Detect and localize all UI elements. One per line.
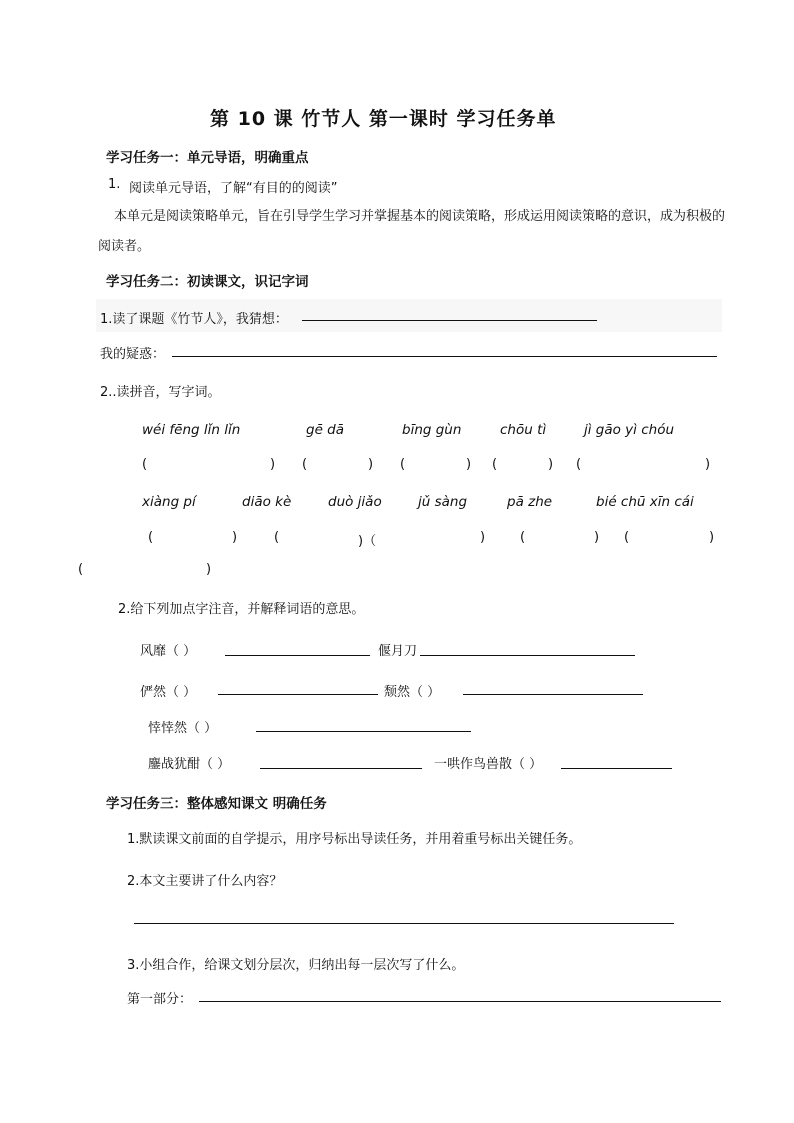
task3-q2: 2.本文主要讲了什么内容？ (127, 874, 283, 889)
answer-line[interactable] (463, 694, 643, 695)
answer-paren[interactable]: ( (148, 530, 154, 545)
answer-paren[interactable]: ( (520, 530, 526, 545)
task1-heading: 学习任务一：单元导语，明确重点 (106, 150, 309, 166)
doubt-answer-line[interactable] (172, 356, 717, 357)
answer-paren[interactable]: ) (232, 530, 238, 545)
pinyin-6: xiàng pí (142, 494, 196, 510)
answer-line[interactable] (561, 768, 672, 769)
doubt-label: 我的疑惑： (100, 347, 166, 362)
task1-paragraph: 本单元是阅读策略单元，旨在引导学生学习并掌握基本的阅读策略，形成运用阅读策略的意识，成为积极的阅读者。 (98, 209, 726, 254)
pinyin-5: jì gāo yì chóu (584, 422, 675, 438)
answer-line[interactable] (420, 655, 635, 656)
task1-item-text: 阅读单元导语，了解“有目的的阅读” (129, 181, 338, 196)
task2-q1-label: 1.读了课题《竹节人》，我猜想： (100, 312, 288, 327)
task3-q3: 3.小组合作，给课文划分层次，归纳出每一层次写了什么。 (127, 958, 465, 973)
answer-paren[interactable]: ( (400, 457, 406, 472)
answer-line[interactable] (256, 731, 471, 732)
pinyin-11: bié chū xīn cái (596, 494, 694, 510)
answer-paren[interactable]: ) (705, 457, 711, 472)
answer-paren[interactable]: ( (142, 457, 148, 472)
answer-paren[interactable]: ) (548, 457, 554, 472)
word-fengmi: 风靡（ ） (140, 644, 197, 659)
answer-paren[interactable]: )（ (358, 534, 377, 549)
pinyin-1: wéi fēng lǐn lǐn (142, 422, 241, 438)
task3-heading: 学习任务三：整体感知课文 明确任务 (106, 796, 327, 812)
pinyin-4: chōu tì (500, 422, 547, 438)
answer-line[interactable] (225, 655, 370, 656)
pinyin-2: gē dā (306, 422, 345, 438)
pinyin-7: diāo kè (242, 494, 292, 510)
pinyin-8: duò jiǎo (328, 494, 382, 510)
answer-paren[interactable]: ( (78, 562, 84, 577)
task3-q1: 1.默读课文前面的自学提示，用序号标出导读任务，并用着重号标出关键任务。 (127, 832, 582, 847)
part1-answer-line[interactable] (199, 1001, 721, 1002)
answer-paren[interactable]: ) (594, 530, 600, 545)
answer-paren[interactable]: ( (302, 457, 308, 472)
word-yanyuedao: 偃月刀 (378, 644, 418, 659)
pinyin-9: jǔ sàng (418, 494, 468, 510)
word-yihongzuoniaoshousan: 一哄作鸟兽散（ ） (434, 757, 543, 772)
answer-paren[interactable]: ) (466, 457, 472, 472)
answer-paren[interactable]: ) (480, 530, 486, 545)
answer-paren[interactable]: ( (492, 457, 498, 472)
answer-paren[interactable]: ( (576, 457, 582, 472)
pinyin-10: pā zhe (507, 494, 553, 510)
part1-label: 第一部分： (127, 992, 193, 1007)
answer-paren[interactable]: ) (270, 457, 276, 472)
content-answer-line[interactable] (134, 923, 674, 924)
word-tuiran: 颓然（ ） (384, 685, 441, 700)
pinyin-3: bīng gùn (402, 422, 462, 438)
task1-item-number: 1. (108, 177, 121, 192)
word-aozhanyouhan: 鏖战犹酣（ ） (148, 757, 231, 772)
task2-q2-label: 2..读拼音，写字词。 (100, 385, 221, 400)
answer-line[interactable] (260, 768, 422, 769)
answer-paren[interactable]: ( (624, 530, 630, 545)
page-title: 第 10 课 竹节人 第一课时 学习任务单 (210, 108, 557, 130)
answer-paren[interactable]: ( (274, 530, 280, 545)
answer-paren[interactable]: ) (368, 457, 374, 472)
task2-heading: 学习任务二：初读课文，识记字词 (106, 274, 309, 290)
answer-paren[interactable]: ) (206, 562, 212, 577)
word-yanran: 俨然（ ） (140, 685, 197, 700)
guess-answer-line[interactable] (302, 320, 597, 321)
word-xingxingran: 悻悻然（ ） (148, 721, 218, 736)
task2-q3-label: 2.给下列加点字注音，并解释词语的意思。 (118, 602, 365, 617)
answer-paren[interactable]: ) (709, 530, 715, 545)
answer-line[interactable] (218, 694, 378, 695)
